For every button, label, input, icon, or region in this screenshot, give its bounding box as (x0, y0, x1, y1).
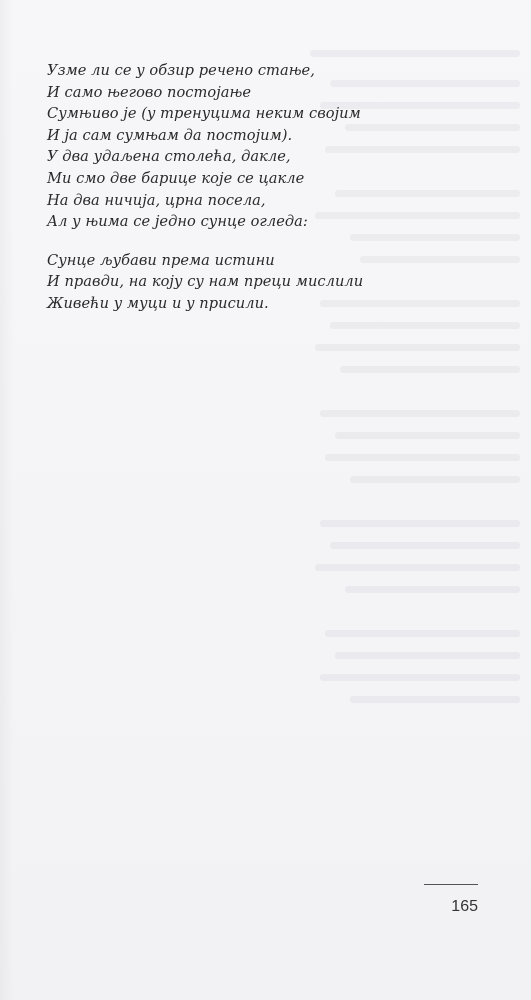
poem-line: И правди, на коју су нам преци мислили (47, 273, 364, 291)
poem-line: Живећи у муци и у присили. (47, 294, 269, 312)
poem-stanza-1 (47, 60, 361, 233)
poem-line: Сунце љубави према истини (47, 251, 275, 269)
poem-line: Ал у њима се једно сунце огледа: (47, 213, 308, 231)
poem-line: Сумњиво је (у тренуцима неким својим (47, 105, 361, 123)
poem-line: И ја сам сумњам да постојим). (47, 126, 293, 144)
page-number-rule (424, 884, 478, 885)
poem-line: Ми смо две барице које се цакле (47, 169, 305, 187)
poem-stanza-2 (47, 250, 364, 315)
poem-line: У два удаљена столећа, дакле, (47, 148, 291, 166)
poem-text (47, 60, 364, 332)
poem-line: Узме ли се у обзир речено стање, (47, 62, 315, 79)
poem-line: И само његово постојање (47, 83, 252, 101)
page-number: 165 (451, 898, 478, 915)
poem-line: На два ничија, црна посела, (47, 191, 266, 209)
